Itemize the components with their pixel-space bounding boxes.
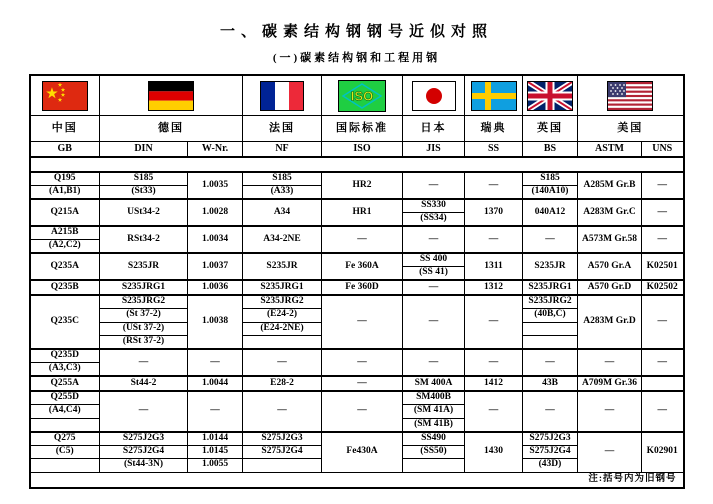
table-cell: E28-2 [243, 376, 322, 391]
country-name: 英国 [523, 116, 578, 142]
flag-row [30, 75, 684, 116]
standard-code: GB [30, 142, 100, 158]
table-cell: A283M Gr.D [578, 295, 642, 349]
table-cell: A573M Gr.58 [578, 226, 642, 253]
table-cell: — [642, 349, 684, 376]
table-cell: S275J2G3 [243, 432, 322, 446]
standard-code: W-Nr. [188, 142, 243, 158]
germany-flag-icon [149, 82, 193, 110]
table-cell: K02501 [642, 253, 684, 280]
table-cell: — [322, 391, 403, 432]
table-cell [523, 336, 578, 350]
table-row [30, 391, 684, 405]
table-cell: — [100, 391, 188, 432]
table-cell: (43D) [523, 459, 578, 473]
table-cell: A215B [30, 226, 100, 240]
svg-text:★: ★ [45, 85, 58, 100]
table-cell: A283M Gr.C [578, 199, 642, 226]
table-cell: — [465, 226, 523, 253]
country-name: 瑞典 [465, 116, 523, 142]
table-cell: Q255D [30, 391, 100, 405]
table-row [30, 253, 684, 267]
table-cell: 43B [523, 376, 578, 391]
table-cell: 1.0034 [188, 226, 243, 253]
table-cell: (RSt 37-2) [100, 336, 188, 350]
table-cell: 1412 [465, 376, 523, 391]
table-cell: 1.0044 [188, 376, 243, 391]
table-row [30, 226, 684, 240]
table-cell: — [188, 391, 243, 432]
iso-logo-icon [339, 81, 385, 111]
table-cell: S235JRG2 [243, 295, 322, 309]
table-cell: 040A12 [523, 199, 578, 226]
standard-code: NF [243, 142, 322, 158]
table-cell: (St 37-2) [100, 309, 188, 323]
table-cell: (A4,C4) [30, 405, 100, 419]
table-cell: Q195 [30, 172, 100, 186]
table-head [30, 75, 684, 172]
table-cell: (E24-2) [243, 309, 322, 323]
table-cell: (A33) [243, 186, 322, 200]
table-cell: — [465, 172, 523, 199]
table-cell: A285M Gr.B [578, 172, 642, 199]
table-cell: — [403, 295, 465, 349]
table-cell: Q235A [30, 253, 100, 280]
table-cell: S275J2G3 [523, 432, 578, 446]
table-cell: S235JRG1 [523, 280, 578, 295]
table-cell: — [403, 349, 465, 376]
table-cell: Q235C [30, 295, 100, 349]
table-row [30, 349, 684, 363]
table-cell: SS490 [403, 432, 465, 446]
table-cell: S235JRG2 [523, 295, 578, 309]
table-row [30, 172, 684, 186]
table-cell: 1.0028 [188, 199, 243, 226]
uk-flag-cell [523, 75, 578, 116]
table-cell: — [322, 295, 403, 349]
table-cell: 1.0144 [188, 432, 243, 446]
table-cell: St44-2 [100, 376, 188, 391]
table-cell: 1370 [465, 199, 523, 226]
table-cell: S235JRG2 [100, 295, 188, 309]
table-cell: A709M Gr.36 [578, 376, 642, 391]
table-cell: K02901 [642, 432, 684, 473]
table-cell: — [523, 391, 578, 432]
table-cell: USt34-2 [100, 199, 188, 226]
usa-flag-cell [578, 75, 684, 116]
table-cell [523, 322, 578, 336]
table-cell: 1.0038 [188, 295, 243, 349]
uk-flag-icon [528, 82, 572, 110]
table-cell: S185 [523, 172, 578, 186]
svg-text:★: ★ [57, 98, 62, 103]
table-cell: — [403, 280, 465, 295]
table-cell: — [100, 349, 188, 376]
table-cell: Fe430A [322, 432, 403, 473]
table-cell: — [465, 391, 523, 432]
table-cell: (E24-2NE) [243, 322, 322, 336]
table-cell [403, 459, 465, 473]
france-flag-icon [261, 82, 303, 110]
table-cell: — [578, 391, 642, 432]
table-cell: A570 Gr.A [578, 253, 642, 280]
table-cell [243, 459, 322, 473]
table-cell: — [642, 199, 684, 226]
page-subtitle: (一)碳素结构钢和工程用钢 [272, 52, 441, 64]
table-row [30, 376, 684, 391]
table-cell: — [578, 432, 642, 473]
table-cell: 1311 [465, 253, 523, 280]
table-cell: 1.0055 [188, 459, 243, 473]
table-cell: S235JRG1 [243, 280, 322, 295]
table-cell [30, 418, 100, 432]
table-cell: 1.0037 [188, 253, 243, 280]
svg-text:★: ★ [57, 83, 62, 88]
table-cell: 1312 [465, 280, 523, 295]
sweden-flag-icon [472, 82, 516, 110]
table-cell: — [243, 349, 322, 376]
standard-code-row [30, 142, 684, 158]
table-cell: A34-2NE [243, 226, 322, 253]
table-cell: (SM 41A) [403, 405, 465, 419]
table-cell: K02502 [642, 280, 684, 295]
table-cell: (St33) [100, 186, 188, 200]
table-cell: SS 400 [403, 253, 465, 267]
table-cell: S275J2G4 [523, 445, 578, 459]
table-cell: (St44-3N) [100, 459, 188, 473]
table-cell: (SS34) [403, 213, 465, 227]
table-cell: — [523, 349, 578, 376]
svg-text:ISO: ISO [350, 88, 374, 103]
standard-code: ASTM [578, 142, 642, 158]
table-row [30, 199, 684, 213]
table-cell: — [642, 172, 684, 199]
table-cell: (A1,B1) [30, 186, 100, 200]
table-cell: — [465, 295, 523, 349]
standard-code: BS [523, 142, 578, 158]
japan-flag-icon [413, 82, 455, 110]
table-cell: — [578, 349, 642, 376]
table-cell: (A3,C3) [30, 363, 100, 377]
country-name: 日本 [403, 116, 465, 142]
table-cell: — [642, 226, 684, 253]
table-row [30, 432, 684, 446]
table-cell: Q215A [30, 199, 100, 226]
standard-code: SS [465, 142, 523, 158]
table-cell: 1.0036 [188, 280, 243, 295]
table-cell: 1.0145 [188, 445, 243, 459]
spacer-row [30, 157, 684, 172]
standard-code: ISO [322, 142, 403, 158]
table-cell: (A2,C2) [30, 240, 100, 254]
footnote-row [30, 472, 684, 488]
svg-text:★: ★ [60, 93, 65, 98]
table-cell: — [642, 295, 684, 349]
table-cell: Q235B [30, 280, 100, 295]
table-cell: A570 Gr.D [578, 280, 642, 295]
table-body [30, 172, 684, 472]
table-cell: (USt 37-2) [100, 322, 188, 336]
table-cell: 1430 [465, 432, 523, 473]
table-cell: SS330 [403, 199, 465, 213]
table-cell: — [243, 391, 322, 432]
table-cell [243, 336, 322, 350]
table-cell: — [188, 349, 243, 376]
table-cell: — [465, 349, 523, 376]
table-cell: SM 400A [403, 376, 465, 391]
country-name: 国际标准 [322, 116, 403, 142]
usa-flag-icon [608, 82, 652, 110]
iso-flag-cell [322, 75, 403, 116]
table-cell: (SS50) [403, 445, 465, 459]
table-cell: S235JR [100, 253, 188, 280]
japan-flag-cell [403, 75, 465, 116]
footnote: 注:括号内为旧钢号 [30, 472, 684, 488]
table-cell [642, 376, 684, 391]
country-name-row [30, 116, 684, 142]
country-name: 美国 [578, 116, 684, 142]
svg-text:★: ★ [60, 88, 65, 93]
table-cell: — [642, 391, 684, 432]
standard-code: DIN [100, 142, 188, 158]
table-cell: S235JR [523, 253, 578, 280]
table-cell: S275J2G4 [243, 445, 322, 459]
table-cell: S185 [100, 172, 188, 186]
table-cell: — [322, 349, 403, 376]
table-cell: SM400B [403, 391, 465, 405]
china-flag-cell [30, 75, 100, 116]
page-title: 一、碳素结构钢钢号近似对照 [219, 24, 493, 40]
table-cell: Fe 360A [322, 253, 403, 280]
table-cell: Fe 360D [322, 280, 403, 295]
sweden-flag-cell [465, 75, 523, 116]
china-flag-icon [43, 82, 87, 110]
comparison-table [29, 74, 685, 489]
table-cell: — [322, 376, 403, 391]
germany-flag-cell [100, 75, 243, 116]
table-cell: (SS 41) [403, 267, 465, 281]
table-row [30, 295, 684, 309]
table-cell: HR2 [322, 172, 403, 199]
table-cell [30, 459, 100, 473]
table-cell: Q275 [30, 432, 100, 446]
table-cell: S275J2G4 [100, 445, 188, 459]
table-cell: S235JR [243, 253, 322, 280]
table-cell: — [403, 226, 465, 253]
table-cell: (140A10) [523, 186, 578, 200]
standard-code: JIS [403, 142, 465, 158]
country-name: 法国 [243, 116, 322, 142]
table-cell: Q235D [30, 349, 100, 363]
table-row [30, 280, 684, 295]
table-cell: S275J2G3 [100, 432, 188, 446]
table-cell: — [403, 172, 465, 199]
table-cell: (SM 41B) [403, 418, 465, 432]
table-cell: 1.0035 [188, 172, 243, 199]
country-name: 德国 [100, 116, 243, 142]
france-flag-cell [243, 75, 322, 116]
table-cell: (40B,C) [523, 309, 578, 323]
table-cell: S185 [243, 172, 322, 186]
country-name: 中国 [30, 116, 100, 142]
standard-code: UNS [642, 142, 684, 158]
table-cell: S235JRG1 [100, 280, 188, 295]
table-cell: Q255A [30, 376, 100, 391]
table-cell: (C5) [30, 445, 100, 459]
table-cell: — [322, 226, 403, 253]
table-cell: — [523, 226, 578, 253]
table-cell: RSt34-2 [100, 226, 188, 253]
table-cell: HR1 [322, 199, 403, 226]
table-cell: A34 [243, 199, 322, 226]
